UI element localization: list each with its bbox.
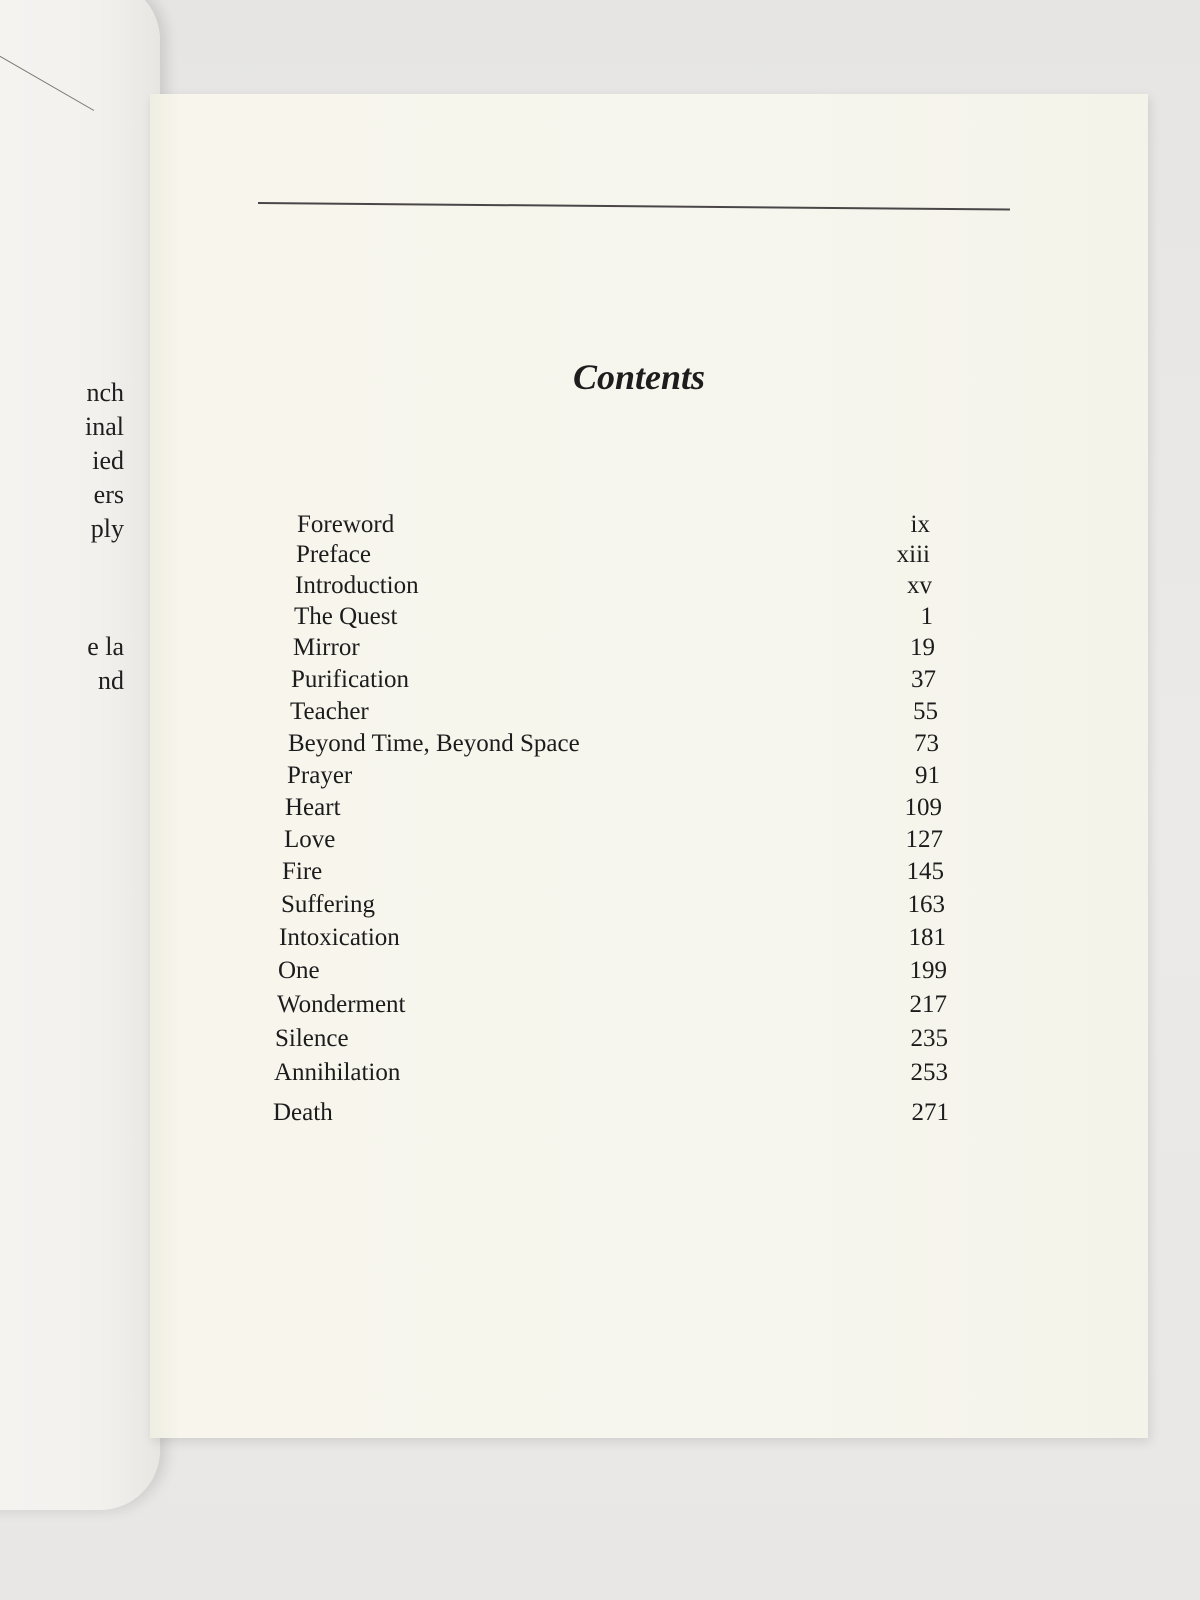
toc-entry-title: Mirror	[293, 634, 360, 661]
toc-entry-title: Heart	[285, 794, 341, 821]
toc-entry-page-number: xv	[907, 572, 932, 599]
toc-entry	[285, 794, 942, 826]
toc-entry-page-number: 37	[911, 666, 936, 693]
toc-entry-page-number: 253	[910, 1059, 948, 1086]
toc-entry	[277, 991, 947, 1023]
toc-entry-title: Annihilation	[274, 1059, 401, 1086]
left-page-text-fragment: ers	[93, 480, 124, 509]
toc-entry-title: Wonderment	[277, 991, 406, 1018]
toc-entry-title: Introduction	[295, 572, 419, 599]
toc-entry-page-number: 73	[914, 730, 939, 757]
toc-entry-title: Death	[273, 1099, 333, 1126]
toc-entry-page-number: ix	[910, 511, 930, 538]
toc-entry-title: Foreword	[297, 511, 395, 538]
toc-entry-title: Preface	[296, 541, 371, 568]
toc-entry-page-number: 163	[907, 891, 945, 918]
left-book-page	[0, 0, 160, 1510]
left-page-text-fragment: inal	[85, 412, 124, 441]
toc-entry-title: Silence	[275, 1025, 349, 1052]
toc-entry	[287, 762, 940, 794]
toc-entry-page-number: 181	[908, 924, 946, 951]
left-page-text-fragment: ied	[92, 446, 124, 475]
left-page-text-fragment: nch	[86, 378, 124, 407]
toc-entry-page-number: 91	[915, 762, 940, 789]
left-page-text-fragment: ply	[90, 514, 124, 543]
toc-entry	[297, 511, 930, 543]
toc-entry-title: Teacher	[290, 698, 369, 725]
toc-entry	[284, 826, 943, 858]
toc-entry-title: Love	[284, 826, 336, 853]
toc-entry-page-number: 55	[913, 698, 938, 725]
header-rule	[258, 202, 1010, 211]
toc-entry-page-number: 109	[904, 794, 942, 821]
toc-entry	[293, 634, 935, 666]
toc-entry	[295, 572, 932, 604]
toc-entry-title: Suffering	[281, 891, 375, 918]
toc-entry	[296, 541, 930, 573]
toc-entry-title: Beyond Time, Beyond Space	[288, 730, 580, 757]
toc-entry	[282, 858, 944, 890]
toc-entry	[291, 666, 936, 698]
toc-entry-page-number: 19	[910, 634, 935, 661]
toc-entry-title: Purification	[291, 666, 410, 693]
left-page-text-fragment: e la	[87, 632, 124, 661]
toc-entry-page-number: 271	[911, 1099, 949, 1126]
toc-entry-page-number: xiii	[896, 541, 930, 568]
toc-entry-title: Intoxication	[279, 924, 400, 951]
toc-entry-title: Prayer	[287, 762, 353, 789]
toc-entry	[273, 1099, 949, 1131]
toc-entry	[278, 957, 947, 989]
toc-entry	[288, 730, 939, 762]
page-title: Contents	[572, 357, 706, 397]
toc-entry	[275, 1025, 948, 1057]
toc-entry-page-number: 1	[920, 603, 933, 630]
contents-page	[150, 94, 1148, 1438]
toc-entry-page-number: 199	[909, 957, 947, 984]
toc-entry	[294, 603, 933, 635]
toc-entry-page-number: 235	[910, 1025, 948, 1052]
left-page-text-fragment: nd	[98, 666, 124, 695]
toc-entry-page-number: 145	[906, 858, 944, 885]
toc-entry	[290, 698, 938, 730]
left-page-rule	[0, 50, 94, 111]
toc-entry-title: The Quest	[294, 603, 398, 630]
toc-entry	[279, 924, 946, 956]
toc-entry-title: Fire	[282, 858, 323, 885]
toc-entry-title: One	[278, 957, 320, 984]
toc-entry	[274, 1059, 948, 1091]
toc-entry-page-number: 217	[909, 991, 947, 1018]
toc-entry	[281, 891, 945, 923]
toc-entry-page-number: 127	[905, 826, 943, 853]
